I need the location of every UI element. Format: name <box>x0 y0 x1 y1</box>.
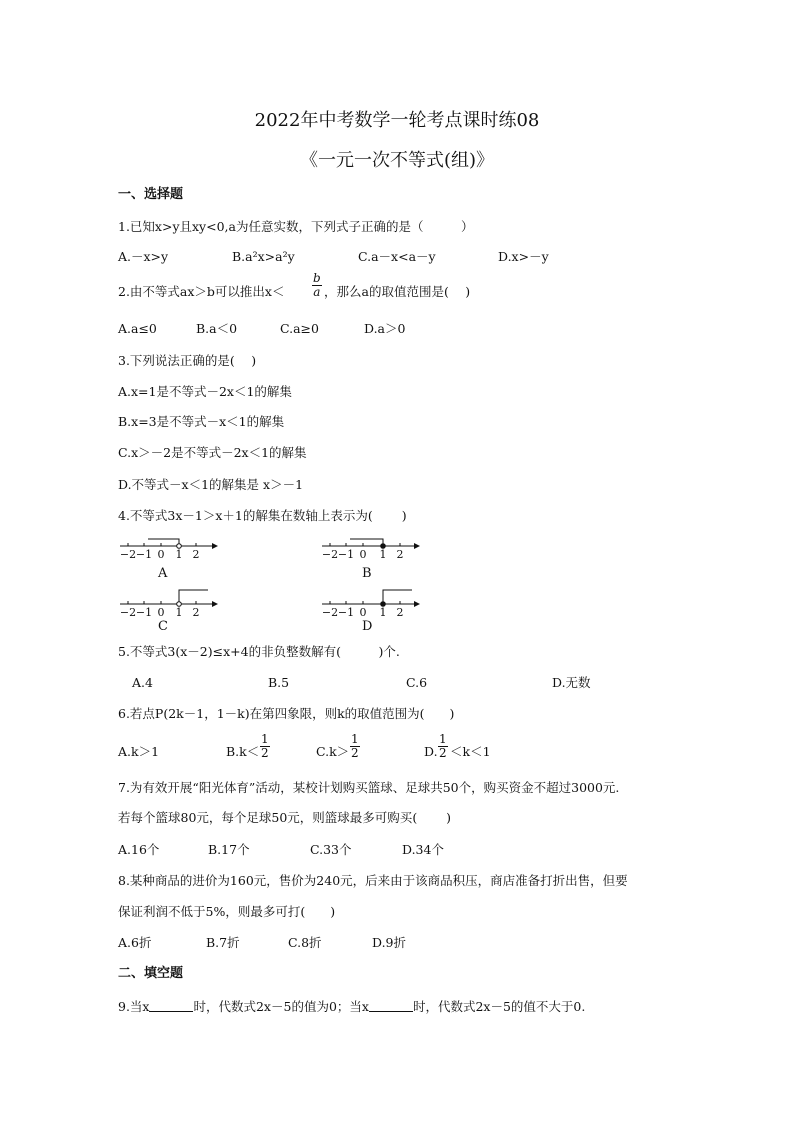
question-1-option-b: B.a²x>a²y <box>232 249 295 264</box>
question-3-option-a: A.x=1是不等式－2x＜1的解集 <box>118 384 292 399</box>
tick-label: −1 <box>135 548 153 561</box>
tick-label: 2 <box>192 606 200 619</box>
fraction-numerator: 1 <box>351 732 359 746</box>
question-6-option-c-fraction <box>350 733 360 760</box>
question-6-stem: 6.若点P(2k－1，1－k)在第四象限，则k的取值范围为( ) <box>118 706 455 721</box>
question-8-line-2: 保证利润不低于5%，则最多可打( ) <box>118 904 336 919</box>
question-7-option-b: B.17个 <box>208 842 250 857</box>
question-8-option-c: C.8折 <box>288 935 322 950</box>
number-line-c <box>118 586 218 620</box>
question-7-line-1: 7.为有效开展“阳光体育”活动，某校计划购买篮球、足球共50个，购买资金不超过3000元. <box>118 780 620 795</box>
question-5-option-c: C.6 <box>406 675 428 690</box>
question-8-option-a: A.6折 <box>118 935 152 950</box>
question-5-option-b: B.5 <box>268 675 290 690</box>
tick-label: 0 <box>157 548 165 561</box>
number-line-c-label: C <box>158 619 168 634</box>
number-line-a-label: A <box>158 566 168 581</box>
tick-label: 0 <box>157 606 165 619</box>
question-2-option-b: B.a＜0 <box>196 321 238 336</box>
section-heading-fill: 二、填空题 <box>118 966 184 981</box>
question-8-option-b: B.7折 <box>206 935 240 950</box>
question-6-option-a: A.k＞1 <box>118 744 160 759</box>
fraction-denominator: 2 <box>439 746 447 760</box>
tick-label: 0 <box>359 606 367 619</box>
tick-label: 1 <box>175 548 183 561</box>
tick-label: −1 <box>135 606 153 619</box>
question-6-option-b-fraction <box>260 733 270 760</box>
tick-label: 1 <box>379 606 387 619</box>
question-2-option-a: A.a≤0 <box>118 321 157 336</box>
tick-label: −2 <box>119 606 137 619</box>
fraction-denominator: 2 <box>261 746 269 760</box>
question-6-option-d-fraction <box>438 733 448 760</box>
question-5-stem: 5.不等式3(x－2)≤x+4的非负整数解有( )个. <box>118 644 400 659</box>
page-subtitle: 《一元一次不等式(组)》 <box>299 150 495 171</box>
fraction-numerator: b <box>313 271 321 285</box>
tick-label: −2 <box>119 548 137 561</box>
number-line-b <box>320 530 420 564</box>
question-4-stem: 4.不等式3x－1＞x＋1的解集在数轴上表示为( ) <box>118 508 407 523</box>
question-1-option-a: A.－x>y <box>118 249 169 264</box>
answer-blank-1[interactable] <box>149 999 193 1012</box>
question-6-option-c: C.k＞ <box>316 744 350 759</box>
fraction-numerator: 1 <box>261 732 269 746</box>
tick-label: 2 <box>396 606 404 619</box>
question-2-stem-before: 2.由不等式ax＞b可以推出x＜ <box>118 284 285 299</box>
tick-label: −2 <box>321 606 339 619</box>
question-7-line-2: 若每个篮球80元，每个足球50元，则篮球最多可购买( ) <box>118 810 452 825</box>
tick-label: −2 <box>321 548 339 561</box>
question-6-option-b: B.k＜ <box>226 744 260 759</box>
question-8-option-d: D.9折 <box>372 935 407 950</box>
section-heading-choice: 一、选择题 <box>118 187 184 202</box>
fraction-numerator: 1 <box>439 732 447 746</box>
tick-label: −1 <box>337 548 355 561</box>
question-3-option-d: D.不等式－x＜1的解集是 x＞－1 <box>118 477 304 492</box>
question-3-option-c: C.x＞－2是不等式－2x＜1的解集 <box>118 445 307 460</box>
question-5-option-d: D.无数 <box>552 675 591 690</box>
question-6-option-d-rest: ＜k＜1 <box>450 744 491 759</box>
question-3-option-b: B.x=3是不等式－x＜1的解集 <box>118 414 285 429</box>
question-6-option-d: D. <box>424 744 438 759</box>
question-9-part-1: 9.当x <box>118 999 150 1014</box>
tick-label: 2 <box>192 548 200 561</box>
number-line-d <box>320 586 420 620</box>
number-line-a <box>118 530 218 564</box>
question-9 <box>118 999 585 1015</box>
question-2-stem-after: ，那么a的取值范围是( ) <box>324 284 471 299</box>
question-8-line-1: 8.某种商品的进价为160元，售价为240元，后来由于该商品积压，商店准备打折出售，但要 <box>118 873 628 888</box>
question-2-option-c: C.a≥0 <box>280 321 319 336</box>
question-1-option-d: D.x>－y <box>498 249 549 264</box>
page-title: 2022年中考数学一轮考点课时练08 <box>254 110 540 131</box>
tick-label: 0 <box>359 548 367 561</box>
question-7-option-a: A.16个 <box>118 842 160 857</box>
question-1-option-c: C.a－x<a－y <box>358 249 436 264</box>
question-7-option-d: D.34个 <box>402 842 444 857</box>
question-5-option-a: A.4 <box>132 675 153 690</box>
question-9-part-3: 时，代数式2x－5的值不大于0. <box>412 999 586 1014</box>
number-line-d-label: D <box>362 619 373 634</box>
number-line-b-label: B <box>362 566 372 581</box>
tick-label: −1 <box>337 606 355 619</box>
question-7-option-c: C.33个 <box>310 842 352 857</box>
answer-blank-2[interactable] <box>369 999 413 1012</box>
fraction-denominator: 2 <box>351 746 359 760</box>
fraction-denominator: a <box>313 285 321 299</box>
question-1-stem: 1.已知x>y且xy<0,a为任意实数，下列式子正确的是（ ） <box>118 219 474 234</box>
tick-label: 1 <box>175 606 183 619</box>
question-2-option-d: D.a＞0 <box>364 321 406 336</box>
tick-label: 1 <box>379 548 387 561</box>
question-9-part-2: 时，代数式2x－5的值为0；当x <box>193 999 369 1014</box>
question-2-fraction <box>312 272 322 299</box>
tick-label: 2 <box>396 548 404 561</box>
question-3-stem: 3.下列说法正确的是( ) <box>118 353 257 368</box>
